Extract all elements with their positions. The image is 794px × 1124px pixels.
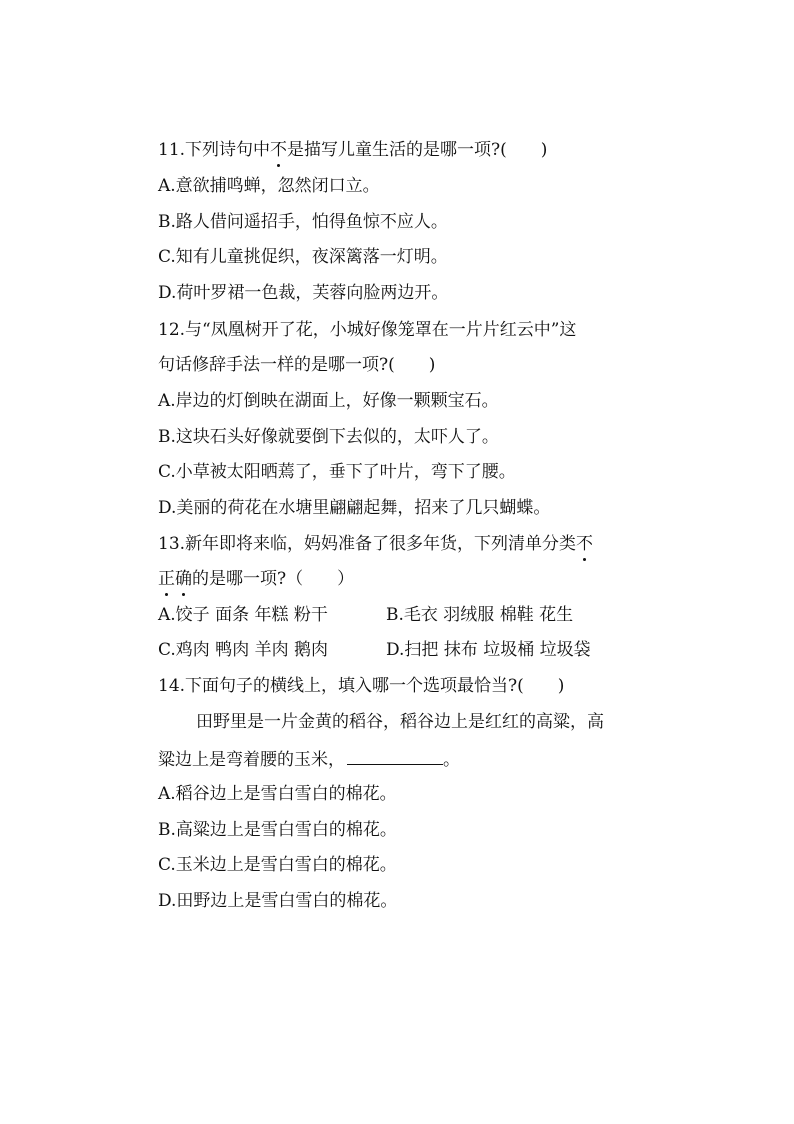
q12-option-d: D.美丽的荷花在水塘里翩翩起舞，招来了几只蝴蝶。 bbox=[158, 498, 551, 518]
q11-option-c: C.知有儿童挑促织，夜深篱落一灯明。 bbox=[158, 247, 448, 267]
q13-emphasis-char-3: 确 bbox=[175, 569, 192, 589]
q12-option-b: B.这块石头好像就要倒下去似的，太吓人了。 bbox=[158, 427, 499, 447]
q14-option-b: B.高粱边上是雪白雪白的棉花。 bbox=[158, 820, 397, 840]
q12-option-a: A.岸边的灯倒映在湖面上，好像一颗颗宝石。 bbox=[158, 391, 499, 411]
q11-option-a: A.意欲捕鸣蝉，忽然闭口立。 bbox=[158, 176, 380, 196]
q11-option-b: B.路人借问遥招手，怕得鱼惊不应人。 bbox=[158, 212, 448, 232]
q14-passage-line1: 田野里是一片金黄的稻谷，稻谷边上是红红的高粱，高 bbox=[196, 712, 604, 732]
q11-stem-pre: 11.下列诗句中 bbox=[158, 140, 271, 160]
q11-stem bbox=[158, 138, 547, 162]
q13-option-a: A.饺子 面条 年糕 粉干 bbox=[158, 605, 328, 625]
q11-option-d: D.荷叶罗裙一色裁，芙蓉向脸两边开。 bbox=[158, 283, 449, 303]
q14-option-a: A.稻谷边上是雪白雪白的棉花。 bbox=[158, 784, 397, 804]
q12-stem-line2: 句话修辞手法一样的是哪一项?( ) bbox=[158, 355, 436, 375]
q13-option-d: D.扫把 抹布 垃圾桶 垃圾袋 bbox=[386, 640, 591, 660]
q13-emphasis-char-1: 不 bbox=[576, 534, 594, 554]
q13-option-c: C.鸡肉 鸭肉 羊肉 鹅肉 bbox=[158, 640, 329, 660]
q14-stem: 14.下面句子的横线上，填入哪一个选项最恰当?( ) bbox=[158, 676, 565, 696]
q13-stem-line1 bbox=[158, 532, 593, 556]
q13-emphasis-char-2: 正 bbox=[158, 569, 175, 589]
q12-stem-line1: 12.与“凤凰树开了花，小城好像笼罩在一片片红云中”这 bbox=[158, 320, 577, 340]
q14-option-c: C.玉米边上是雪白雪白的棉花。 bbox=[158, 855, 397, 875]
q11-emphasis-char: 不 bbox=[270, 140, 288, 160]
q13-stem-line2-post: 的是哪一项?（ ） bbox=[192, 569, 355, 589]
q14-passage-line2-pre: 粱边上是弯着腰的玉米， bbox=[158, 750, 345, 770]
q14-passage-line2-post: 。 bbox=[443, 750, 460, 770]
q14-passage-line2 bbox=[158, 746, 460, 770]
q14-answer-blank bbox=[347, 746, 443, 765]
q13-option-b: B.毛衣 羽绒服 棉鞋 花生 bbox=[386, 605, 574, 625]
q12-option-c: C.小草被太阳晒蔫了，垂下了叶片，弯下了腰。 bbox=[158, 462, 516, 482]
q13-stem-line1-pre: 13.新年即将来临，妈妈准备了很多年货，下列清单分类 bbox=[158, 534, 577, 554]
q14-option-d: D.田野边上是雪白雪白的棉花。 bbox=[158, 891, 398, 911]
q11-stem-post: 是描写儿童生活的是哪一项?( ) bbox=[287, 140, 548, 160]
q13-stem-line2 bbox=[158, 567, 354, 591]
